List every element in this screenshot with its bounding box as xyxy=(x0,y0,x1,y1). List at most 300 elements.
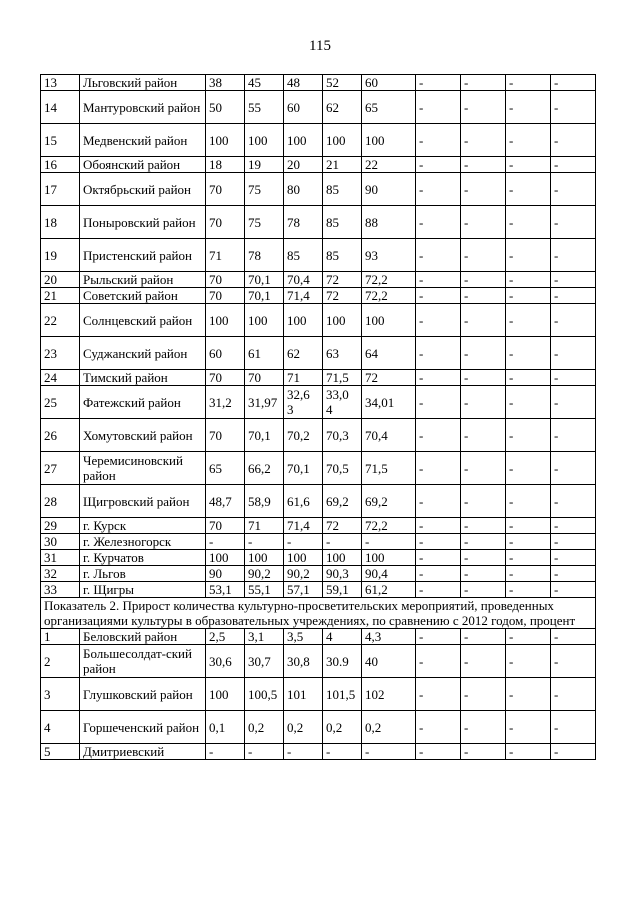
value-cell: 18 xyxy=(206,157,245,173)
value-cell: 100 xyxy=(206,678,245,711)
row-number: 5 xyxy=(41,744,80,760)
value-cell: 45 xyxy=(245,75,284,91)
value-cell: 90 xyxy=(362,173,416,206)
value-cell: 4,3 xyxy=(362,629,416,645)
dash-cell: - xyxy=(506,711,551,744)
table-row xyxy=(41,206,596,239)
value-cell: 72,2 xyxy=(362,518,416,534)
value-cell: 70,1 xyxy=(284,452,323,485)
district-name: г. Курск xyxy=(80,518,206,534)
dash-cell: - xyxy=(416,272,461,288)
table-row xyxy=(41,173,596,206)
district-name: Октябрьский район xyxy=(80,173,206,206)
dash-cell: - xyxy=(551,206,596,239)
table-row xyxy=(41,386,596,419)
dash-cell: - xyxy=(506,239,551,272)
dash-cell: - xyxy=(461,711,506,744)
district-name: Фатежский район xyxy=(80,386,206,419)
value-cell: 72 xyxy=(323,272,362,288)
value-cell: 70,1 xyxy=(245,419,284,452)
value-cell: 71,5 xyxy=(323,370,362,386)
table-row xyxy=(41,91,596,124)
dash-cell: - xyxy=(416,566,461,582)
value-cell: 20 xyxy=(284,157,323,173)
value-cell: - xyxy=(206,744,245,760)
table-row xyxy=(41,419,596,452)
district-name: Льговский район xyxy=(80,75,206,91)
value-cell: 60 xyxy=(284,91,323,124)
dash-cell: - xyxy=(416,550,461,566)
value-cell: 100,5 xyxy=(245,678,284,711)
row-number: 21 xyxy=(41,288,80,304)
dash-cell: - xyxy=(416,419,461,452)
row-number: 25 xyxy=(41,386,80,419)
dash-cell: - xyxy=(506,206,551,239)
dash-cell: - xyxy=(506,304,551,337)
value-cell: 70,1 xyxy=(245,288,284,304)
district-name: Черемисиновский район xyxy=(80,452,206,485)
value-cell: 80 xyxy=(284,173,323,206)
row-number: 13 xyxy=(41,75,80,91)
value-cell: 22 xyxy=(362,157,416,173)
row-number: 14 xyxy=(41,91,80,124)
value-cell: 101 xyxy=(284,678,323,711)
table-row xyxy=(41,272,596,288)
dash-cell: - xyxy=(461,629,506,645)
value-cell: 71 xyxy=(245,518,284,534)
dash-cell: - xyxy=(506,452,551,485)
district-name: Глушковский район xyxy=(80,678,206,711)
value-cell: 70 xyxy=(206,173,245,206)
dash-cell: - xyxy=(551,272,596,288)
value-cell: 100 xyxy=(284,304,323,337)
value-cell: 100 xyxy=(362,124,416,157)
value-cell: - xyxy=(284,534,323,550)
value-cell: 3,5 xyxy=(284,629,323,645)
value-cell: 90,4 xyxy=(362,566,416,582)
value-cell: 72 xyxy=(323,288,362,304)
value-cell: - xyxy=(245,534,284,550)
value-cell: 78 xyxy=(284,206,323,239)
value-cell: 48,7 xyxy=(206,485,245,518)
value-cell: 69,2 xyxy=(362,485,416,518)
value-cell: - xyxy=(323,534,362,550)
dash-cell: - xyxy=(461,288,506,304)
dash-cell: - xyxy=(461,173,506,206)
dash-cell: - xyxy=(506,582,551,598)
dash-cell: - xyxy=(416,678,461,711)
district-name: Хомутовский район xyxy=(80,419,206,452)
dash-cell: - xyxy=(416,645,461,678)
dash-cell: - xyxy=(461,452,506,485)
value-cell: 57,1 xyxy=(284,582,323,598)
dash-cell: - xyxy=(461,304,506,337)
district-name: г. Льгов xyxy=(80,566,206,582)
value-cell: 100 xyxy=(284,124,323,157)
value-cell: 100 xyxy=(362,304,416,337)
dash-cell: - xyxy=(506,419,551,452)
value-cell: 69,2 xyxy=(323,485,362,518)
value-cell: 93 xyxy=(362,239,416,272)
value-cell: - xyxy=(323,744,362,760)
value-cell: 71 xyxy=(284,370,323,386)
dash-cell: - xyxy=(551,518,596,534)
value-cell: 100 xyxy=(323,550,362,566)
dash-cell: - xyxy=(551,711,596,744)
dash-cell: - xyxy=(461,386,506,419)
value-cell: 70 xyxy=(206,419,245,452)
value-cell: 100 xyxy=(284,550,323,566)
value-cell: 61 xyxy=(245,337,284,370)
value-cell: 40 xyxy=(362,645,416,678)
value-cell: 100 xyxy=(362,550,416,566)
value-cell: 0,2 xyxy=(323,711,362,744)
dash-cell: - xyxy=(551,645,596,678)
value-cell: - xyxy=(245,744,284,760)
value-cell: 71,4 xyxy=(284,518,323,534)
dash-cell: - xyxy=(551,452,596,485)
dash-cell: - xyxy=(506,550,551,566)
dash-cell: - xyxy=(506,629,551,645)
dash-cell: - xyxy=(416,744,461,760)
value-cell: 90,3 xyxy=(323,566,362,582)
value-cell: 85 xyxy=(323,239,362,272)
value-cell: 100 xyxy=(245,550,284,566)
dash-cell: - xyxy=(551,91,596,124)
dash-cell: - xyxy=(461,157,506,173)
value-cell: 90,2 xyxy=(245,566,284,582)
value-cell: 70 xyxy=(245,370,284,386)
dash-cell: - xyxy=(551,124,596,157)
indicator-note: Показатель 2. Прирост количества культурно-просветительских мероприятий, проведенных организациями культуры в образовательных учреждениях, по сравнению с 2012 годом, процент xyxy=(41,598,596,629)
dash-cell: - xyxy=(461,485,506,518)
dash-cell: - xyxy=(551,370,596,386)
table-row xyxy=(41,124,596,157)
dash-cell: - xyxy=(461,124,506,157)
row-number: 31 xyxy=(41,550,80,566)
dash-cell: - xyxy=(551,485,596,518)
dash-cell: - xyxy=(461,272,506,288)
value-cell: 70 xyxy=(206,206,245,239)
dash-cell: - xyxy=(551,566,596,582)
value-cell: 100 xyxy=(323,124,362,157)
table-section-indicator-2 xyxy=(41,629,596,760)
row-number: 17 xyxy=(41,173,80,206)
dash-cell: - xyxy=(506,645,551,678)
value-cell: 101,5 xyxy=(323,678,362,711)
value-cell: 38 xyxy=(206,75,245,91)
value-cell: 90,2 xyxy=(284,566,323,582)
value-cell: 71,5 xyxy=(362,452,416,485)
row-number: 26 xyxy=(41,419,80,452)
row-number: 18 xyxy=(41,206,80,239)
value-cell: 62 xyxy=(323,91,362,124)
dash-cell: - xyxy=(461,550,506,566)
district-name: Обоянский район xyxy=(80,157,206,173)
value-cell: 19 xyxy=(245,157,284,173)
value-cell: 21 xyxy=(323,157,362,173)
dash-cell: - xyxy=(416,534,461,550)
dash-cell: - xyxy=(416,75,461,91)
value-cell: 70 xyxy=(206,288,245,304)
table-row xyxy=(41,534,596,550)
value-cell: 72 xyxy=(362,370,416,386)
dash-cell: - xyxy=(506,386,551,419)
table-row xyxy=(41,566,596,582)
district-name: Медвенский район xyxy=(80,124,206,157)
dash-cell: - xyxy=(416,582,461,598)
dash-cell: - xyxy=(506,534,551,550)
row-number: 15 xyxy=(41,124,80,157)
dash-cell: - xyxy=(416,452,461,485)
value-cell: 100 xyxy=(206,550,245,566)
dash-cell: - xyxy=(506,744,551,760)
dash-cell: - xyxy=(461,678,506,711)
dash-cell: - xyxy=(551,744,596,760)
value-cell: 102 xyxy=(362,678,416,711)
value-cell: - xyxy=(362,744,416,760)
dash-cell: - xyxy=(461,744,506,760)
value-cell: 33,0 4 xyxy=(323,386,362,419)
dash-cell: - xyxy=(416,288,461,304)
row-number: 32 xyxy=(41,566,80,582)
value-cell: 72 xyxy=(323,518,362,534)
value-cell: 55 xyxy=(245,91,284,124)
value-cell: 90 xyxy=(206,566,245,582)
dash-cell: - xyxy=(551,288,596,304)
table-row xyxy=(41,288,596,304)
value-cell: 75 xyxy=(245,173,284,206)
table-row xyxy=(41,550,596,566)
value-cell: 72,2 xyxy=(362,288,416,304)
value-cell: 75 xyxy=(245,206,284,239)
value-cell: 50 xyxy=(206,91,245,124)
dash-cell: - xyxy=(551,157,596,173)
value-cell: 55,1 xyxy=(245,582,284,598)
dash-cell: - xyxy=(551,534,596,550)
row-number: 20 xyxy=(41,272,80,288)
row-number: 27 xyxy=(41,452,80,485)
dash-cell: - xyxy=(416,157,461,173)
value-cell: 62 xyxy=(284,337,323,370)
dash-cell: - xyxy=(461,534,506,550)
value-cell: 100 xyxy=(323,304,362,337)
row-number: 3 xyxy=(41,678,80,711)
table-row xyxy=(41,582,596,598)
dash-cell: - xyxy=(416,91,461,124)
district-name: г. Железногорск xyxy=(80,534,206,550)
dash-cell: - xyxy=(551,239,596,272)
dash-cell: - xyxy=(461,75,506,91)
dash-cell: - xyxy=(461,91,506,124)
district-name: г. Курчатов xyxy=(80,550,206,566)
dash-cell: - xyxy=(551,386,596,419)
dash-cell: - xyxy=(416,124,461,157)
value-cell: 60 xyxy=(362,75,416,91)
dash-cell: - xyxy=(461,370,506,386)
dash-cell: - xyxy=(416,304,461,337)
value-cell: 64 xyxy=(362,337,416,370)
district-name: г. Щигры xyxy=(80,582,206,598)
value-cell: 30.9 xyxy=(323,645,362,678)
row-number: 23 xyxy=(41,337,80,370)
page-number: 115 xyxy=(309,38,331,54)
table-row xyxy=(41,370,596,386)
table-row xyxy=(41,518,596,534)
dash-cell: - xyxy=(551,419,596,452)
row-number: 1 xyxy=(41,629,80,645)
dash-cell: - xyxy=(506,485,551,518)
dash-cell: - xyxy=(416,386,461,419)
table-section-indicator-1 xyxy=(41,75,596,598)
dash-cell: - xyxy=(506,566,551,582)
value-cell: 30,8 xyxy=(284,645,323,678)
value-cell: 3,1 xyxy=(245,629,284,645)
district-name: Беловский район xyxy=(80,629,206,645)
district-name: Дмитриевский xyxy=(80,744,206,760)
value-cell: 70,4 xyxy=(284,272,323,288)
value-cell: 85 xyxy=(284,239,323,272)
district-name: Солнцевский район xyxy=(80,304,206,337)
value-cell: 78 xyxy=(245,239,284,272)
row-number: 29 xyxy=(41,518,80,534)
value-cell: 71,4 xyxy=(284,288,323,304)
dash-cell: - xyxy=(551,678,596,711)
value-cell: - xyxy=(284,744,323,760)
dash-cell: - xyxy=(506,518,551,534)
dash-cell: - xyxy=(416,711,461,744)
district-name: Поныровский район xyxy=(80,206,206,239)
dash-cell: - xyxy=(506,91,551,124)
value-cell: 59,1 xyxy=(323,582,362,598)
value-cell: 100 xyxy=(206,304,245,337)
dash-cell: - xyxy=(506,124,551,157)
dash-cell: - xyxy=(506,370,551,386)
district-name: Рыльский район xyxy=(80,272,206,288)
value-cell: 0,2 xyxy=(362,711,416,744)
table-row xyxy=(41,337,596,370)
table-row xyxy=(41,304,596,337)
dash-cell: - xyxy=(551,337,596,370)
district-name: Пристенский район xyxy=(80,239,206,272)
dash-cell: - xyxy=(551,304,596,337)
dash-cell: - xyxy=(461,582,506,598)
dash-cell: - xyxy=(551,629,596,645)
row-number: 30 xyxy=(41,534,80,550)
value-cell: 71 xyxy=(206,239,245,272)
table-row xyxy=(41,452,596,485)
dash-cell: - xyxy=(461,566,506,582)
value-cell: 2,5 xyxy=(206,629,245,645)
value-cell: 65 xyxy=(206,452,245,485)
district-name: Горшеченский район xyxy=(80,711,206,744)
dash-cell: - xyxy=(506,678,551,711)
district-name: Большесолдат-ский район xyxy=(80,645,206,678)
indicator-table xyxy=(40,74,596,760)
row-number: 4 xyxy=(41,711,80,744)
table-row xyxy=(41,75,596,91)
dash-cell: - xyxy=(461,419,506,452)
value-cell: 65 xyxy=(362,91,416,124)
value-cell: 58,9 xyxy=(245,485,284,518)
value-cell: 0,2 xyxy=(245,711,284,744)
district-name: Советский район xyxy=(80,288,206,304)
dash-cell: - xyxy=(416,629,461,645)
row-number: 22 xyxy=(41,304,80,337)
dash-cell: - xyxy=(416,173,461,206)
dash-cell: - xyxy=(461,206,506,239)
value-cell: 70,2 xyxy=(284,419,323,452)
value-cell: 34,01 xyxy=(362,386,416,419)
value-cell: 63 xyxy=(323,337,362,370)
dash-cell: - xyxy=(551,75,596,91)
value-cell: 88 xyxy=(362,206,416,239)
value-cell: 32,6 3 xyxy=(284,386,323,419)
value-cell: 85 xyxy=(323,173,362,206)
row-number: 33 xyxy=(41,582,80,598)
district-name: Суджанский район xyxy=(80,337,206,370)
dash-cell: - xyxy=(416,518,461,534)
dash-cell: - xyxy=(506,75,551,91)
dash-cell: - xyxy=(461,518,506,534)
value-cell: 70,3 xyxy=(323,419,362,452)
table-row xyxy=(41,629,596,645)
value-cell: 30,6 xyxy=(206,645,245,678)
value-cell: 70,1 xyxy=(245,272,284,288)
table-row xyxy=(41,678,596,711)
row-number: 19 xyxy=(41,239,80,272)
value-cell: 100 xyxy=(245,304,284,337)
value-cell: 70 xyxy=(206,370,245,386)
table-row xyxy=(41,485,596,518)
dash-cell: - xyxy=(416,206,461,239)
dash-cell: - xyxy=(416,370,461,386)
value-cell: 31,97 xyxy=(245,386,284,419)
value-cell: 0,2 xyxy=(284,711,323,744)
dash-cell: - xyxy=(461,645,506,678)
table-row xyxy=(41,744,596,760)
value-cell: 100 xyxy=(245,124,284,157)
table-row xyxy=(41,239,596,272)
table-row xyxy=(41,645,596,678)
dash-cell: - xyxy=(416,239,461,272)
table-row xyxy=(41,711,596,744)
district-name: Тимский район xyxy=(80,370,206,386)
dash-cell: - xyxy=(551,550,596,566)
row-number: 16 xyxy=(41,157,80,173)
value-cell: 100 xyxy=(206,124,245,157)
value-cell: 70,4 xyxy=(362,419,416,452)
dash-cell: - xyxy=(461,239,506,272)
dash-cell: - xyxy=(551,582,596,598)
value-cell: 61,2 xyxy=(362,582,416,598)
dash-cell: - xyxy=(551,173,596,206)
indicator-2-header xyxy=(41,598,596,629)
value-cell: 53,1 xyxy=(206,582,245,598)
table-row xyxy=(41,157,596,173)
value-cell: 85 xyxy=(323,206,362,239)
value-cell: 60 xyxy=(206,337,245,370)
dash-cell: - xyxy=(506,337,551,370)
value-cell: 52 xyxy=(323,75,362,91)
value-cell: 70 xyxy=(206,518,245,534)
value-cell: - xyxy=(362,534,416,550)
value-cell: 61,6 xyxy=(284,485,323,518)
district-name: Мантуровский район xyxy=(80,91,206,124)
value-cell: 4 xyxy=(323,629,362,645)
value-cell: 72,2 xyxy=(362,272,416,288)
value-cell: 30,7 xyxy=(245,645,284,678)
